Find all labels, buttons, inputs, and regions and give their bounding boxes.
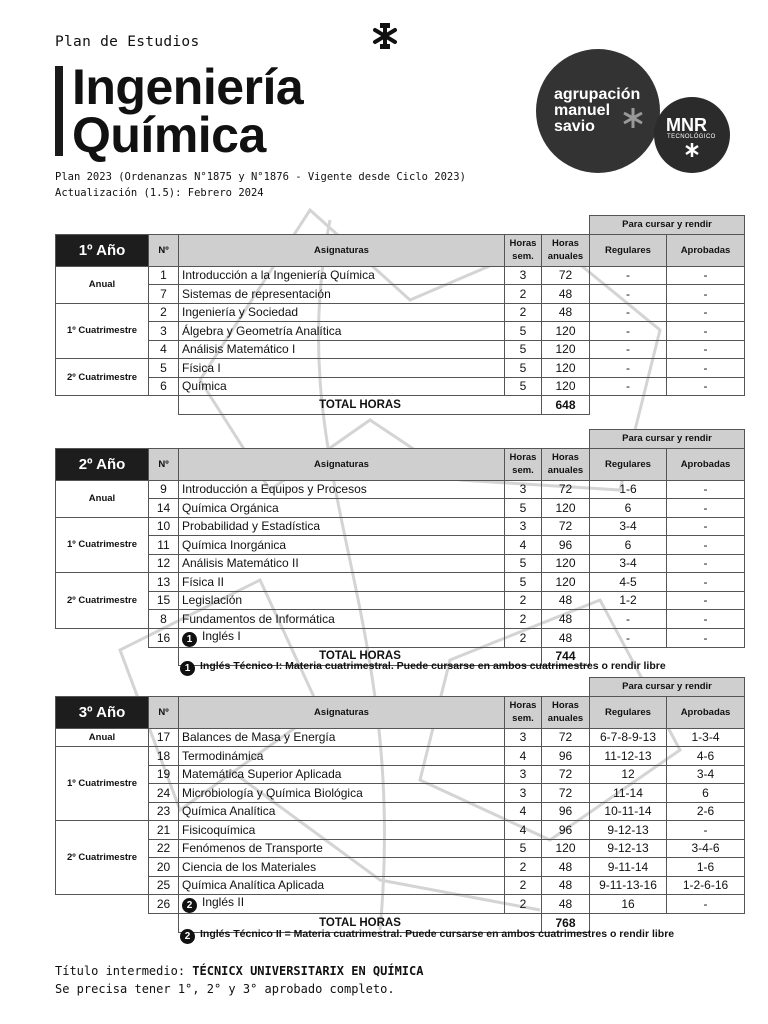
total-hours: 744: [542, 647, 590, 666]
prereq-regular: -: [590, 303, 667, 322]
col-aprobadas: Aprobadas: [667, 448, 745, 480]
period-label: 1º Cuatrimestre: [56, 747, 149, 821]
year-title: 3º Año: [56, 696, 149, 728]
prereq-approved: 3-4: [667, 765, 745, 784]
prereq-approved: -: [667, 554, 745, 573]
asterisk-icon: [622, 107, 644, 129]
table-row: [56, 340, 745, 359]
prereq-regular: 9-11-13-16: [590, 876, 667, 895]
subject-num: 23: [149, 802, 179, 821]
hours-year: 120: [542, 499, 590, 518]
prereq-regular: 3-4: [590, 517, 667, 536]
logo-text-3: savio: [554, 118, 595, 135]
year-3-table: [55, 677, 745, 933]
subject-num: 13: [149, 573, 179, 592]
hours-week: 3: [505, 765, 542, 784]
hours-year: 120: [542, 554, 590, 573]
subject-num: 1: [149, 266, 179, 285]
prereq-regular: 9-12-13: [590, 839, 667, 858]
total-hours: 768: [542, 914, 590, 933]
subject-name: Álgebra y Geometría Analítica: [179, 322, 505, 341]
subject-name: Probabilidad y Estadística: [179, 517, 505, 536]
subject-name: Análisis Matemático I: [179, 340, 505, 359]
prereq-regular: 9-12-13: [590, 821, 667, 840]
period-label: 2º Cuatrimestre: [56, 821, 149, 895]
table-row: [56, 359, 745, 378]
subject-name: Ciencia de los Materiales: [179, 858, 505, 877]
col-num: Nº: [149, 234, 179, 266]
hours-year: 72: [542, 728, 590, 747]
subject-num: 20: [149, 858, 179, 877]
hours-week: 5: [505, 573, 542, 592]
hours-year: 120: [542, 377, 590, 396]
prereq-approved: -: [667, 610, 745, 629]
para-cursar-header: Para cursar y rendir: [590, 678, 745, 697]
table-row: [56, 895, 745, 914]
table-row: [56, 285, 745, 304]
hours-year: 120: [542, 839, 590, 858]
agrupacion-logo: [536, 49, 660, 173]
subject-num: 16: [149, 628, 179, 647]
plan-line: Plan 2023 (Ordenanzas N°1875 y N°1876 - Vigente desde Ciclo 2023): [55, 171, 466, 183]
hours-week: 2: [505, 628, 542, 647]
prereq-approved: 1-2-6-16: [667, 876, 745, 895]
subject-num: 15: [149, 591, 179, 610]
hours-week: 2: [505, 876, 542, 895]
subject-num: 21: [149, 821, 179, 840]
requirement-note: Se precisa tener 1°, 2° y 3° aprobado completo.: [55, 982, 395, 996]
intermediate-title-name: TÉCNICX UNIVERSITARIX EN QUÍMICA: [192, 964, 424, 978]
prereq-regular: -: [590, 285, 667, 304]
prereq-approved: 4-6: [667, 747, 745, 766]
subject-num: 12: [149, 554, 179, 573]
subject-name: Química Inorgánica: [179, 536, 505, 555]
prereq-approved: 1-3-4: [667, 728, 745, 747]
subject-num: 10: [149, 517, 179, 536]
logo-text-2: manuel: [554, 102, 611, 119]
prereq-regular: -: [590, 377, 667, 396]
prereq-regular: -: [590, 628, 667, 647]
subject-name: 2 Inglés II: [179, 895, 505, 914]
period-label: Anual: [56, 266, 149, 303]
table-row: [56, 747, 745, 766]
intermediate-title: Título intermedio: TÉCNICX UNIVERSITARIX EN QUÍMICA: [55, 964, 424, 978]
total-label: TOTAL HORAS: [179, 647, 542, 666]
hours-week: 2: [505, 303, 542, 322]
hours-year: 120: [542, 322, 590, 341]
hours-week: 5: [505, 340, 542, 359]
prereq-regular: 1-6: [590, 480, 667, 499]
prereq-approved: -: [667, 285, 745, 304]
prereq-regular: 10-11-14: [590, 802, 667, 821]
hours-year: 120: [542, 573, 590, 592]
subject-name: Química Analítica Aplicada: [179, 876, 505, 895]
prereq-approved: -: [667, 340, 745, 359]
subject-num: 17: [149, 728, 179, 747]
table-row: [56, 839, 745, 858]
table-row: [56, 499, 745, 518]
prereq-regular: 12: [590, 765, 667, 784]
hours-year: 96: [542, 536, 590, 555]
col-num: Nº: [149, 696, 179, 728]
hours-week: 3: [505, 517, 542, 536]
subject-name: Introducción a la Ingeniería Química: [179, 266, 505, 285]
col-horas-sem: Horas sem.: [505, 448, 542, 480]
table-row: [56, 821, 745, 840]
prereq-regular: 9-11-14: [590, 858, 667, 877]
prereq-regular: 16: [590, 895, 667, 914]
subject-num: 24: [149, 784, 179, 803]
subject-name: Física II: [179, 573, 505, 592]
col-aprobadas: Aprobadas: [667, 234, 745, 266]
hours-year: 48: [542, 610, 590, 629]
prereq-approved: -: [667, 628, 745, 647]
para-cursar-header: Para cursar y rendir: [590, 430, 745, 449]
prereq-regular: 6-7-8-9-13: [590, 728, 667, 747]
table-row: [56, 573, 745, 592]
period-label: 2º Cuatrimestre: [56, 359, 149, 396]
col-horas-sem: Horas sem.: [505, 696, 542, 728]
subject-num: 11: [149, 536, 179, 555]
hours-year: 72: [542, 266, 590, 285]
hours-year: 72: [542, 765, 590, 784]
period-label: 1º Cuatrimestre: [56, 517, 149, 573]
subject-name: Química Orgánica: [179, 499, 505, 518]
prereq-approved: -: [667, 517, 745, 536]
col-aprobadas: Aprobadas: [667, 696, 745, 728]
prereq-approved: 2-6: [667, 802, 745, 821]
prereq-regular: -: [590, 322, 667, 341]
table-row: [56, 628, 745, 647]
hours-year: 48: [542, 591, 590, 610]
subject-name: Fundamentos de Informática: [179, 610, 505, 629]
kicker: Plan de Estudios: [55, 34, 200, 50]
note-badge-icon: 1: [180, 661, 195, 676]
hours-year: 48: [542, 858, 590, 877]
hours-year: 96: [542, 821, 590, 840]
prereq-approved: 3-4-6: [667, 839, 745, 858]
table-row: [56, 802, 745, 821]
mnr-subtext: TECNOLÓGICO: [667, 134, 716, 140]
prereq-regular: -: [590, 610, 667, 629]
page-title-line2: Química: [72, 107, 266, 163]
hours-week: 5: [505, 322, 542, 341]
hours-week: 5: [505, 377, 542, 396]
footnote-2: 2 Inglés Técnico II = Materia cuatrimestral. Puede cursarse en ambos cuatrimestres o rendir libre: [180, 928, 674, 944]
note-badge-icon: 2: [182, 898, 197, 913]
table-row: [56, 876, 745, 895]
subject-num: 26: [149, 895, 179, 914]
period-label: 2º Cuatrimestre: [56, 573, 149, 629]
prereq-approved: -: [667, 480, 745, 499]
hours-week: 2: [505, 895, 542, 914]
hours-week: 5: [505, 359, 542, 378]
subject-num: 22: [149, 839, 179, 858]
subject-name: Sistemas de representación: [179, 285, 505, 304]
subject-num: 18: [149, 747, 179, 766]
year-2-table: [55, 429, 745, 666]
table-row: [56, 480, 745, 499]
prereq-approved: -: [667, 266, 745, 285]
hours-year: 48: [542, 876, 590, 895]
hours-year: 48: [542, 895, 590, 914]
table-row: [56, 377, 745, 396]
prereq-approved: 1-6: [667, 858, 745, 877]
prereq-approved: -: [667, 377, 745, 396]
table-row: [56, 765, 745, 784]
hours-week: 5: [505, 839, 542, 858]
col-num: Nº: [149, 448, 179, 480]
period-label: Anual: [56, 728, 149, 747]
asterisk-icon: [684, 142, 700, 158]
note-badge-icon: 2: [180, 929, 195, 944]
total-label: TOTAL HORAS: [179, 914, 542, 933]
subject-num: 8: [149, 610, 179, 629]
prereq-regular: 3-4: [590, 554, 667, 573]
period-label: 1º Cuatrimestre: [56, 303, 149, 359]
subject-name: 1 Inglés I: [179, 628, 505, 647]
table-row: [56, 517, 745, 536]
hours-week: 4: [505, 821, 542, 840]
table-row: [56, 784, 745, 803]
hours-week: 4: [505, 747, 542, 766]
hours-year: 120: [542, 359, 590, 378]
subject-num: 5: [149, 359, 179, 378]
prereq-approved: -: [667, 303, 745, 322]
prereq-approved: -: [667, 322, 745, 341]
prereq-approved: -: [667, 499, 745, 518]
prereq-approved: 6: [667, 784, 745, 803]
prereq-approved: -: [667, 591, 745, 610]
hours-week: 4: [505, 536, 542, 555]
hours-week: 2: [505, 591, 542, 610]
subject-name: Ingeniería y Sociedad: [179, 303, 505, 322]
subject-num: 4: [149, 340, 179, 359]
subject-num: 25: [149, 876, 179, 895]
prereq-regular: -: [590, 340, 667, 359]
col-horas-anuales: Horas anuales: [542, 234, 590, 266]
footnote-1: 1 Inglés Técnico I: Materia cuatrimestral. Puede cursarse en ambos cuatrimestres o rendir libre: [180, 660, 666, 676]
year-title: 2º Año: [56, 448, 149, 480]
hours-week: 5: [505, 554, 542, 573]
hours-year: 72: [542, 784, 590, 803]
period-label: Anual: [56, 480, 149, 517]
hours-year: 48: [542, 285, 590, 304]
footer: [55, 962, 423, 998]
prereq-approved: -: [667, 573, 745, 592]
hours-year: 120: [542, 340, 590, 359]
subject-num: 7: [149, 285, 179, 304]
hours-week: 3: [505, 480, 542, 499]
col-asignaturas: Asignaturas: [179, 234, 505, 266]
subject-num: 6: [149, 377, 179, 396]
table-row: [56, 536, 745, 555]
year-title: 1º Año: [56, 234, 149, 266]
mnr-logo: [654, 97, 730, 173]
subject-name: Introducción a Equipos y Procesos: [179, 480, 505, 499]
hours-year: 48: [542, 628, 590, 647]
prereq-regular: 6: [590, 536, 667, 555]
hours-week: 4: [505, 802, 542, 821]
subject-name: Matemática Superior Aplicada: [179, 765, 505, 784]
hours-year: 72: [542, 517, 590, 536]
hours-week: 5: [505, 499, 542, 518]
col-asignaturas: Asignaturas: [179, 696, 505, 728]
subject-name: Fenómenos de Transporte: [179, 839, 505, 858]
col-horas-anuales: Horas anuales: [542, 448, 590, 480]
hours-week: 3: [505, 784, 542, 803]
hours-week: 3: [505, 266, 542, 285]
hours-year: 96: [542, 802, 590, 821]
table-row: [56, 303, 745, 322]
hours-week: 2: [505, 610, 542, 629]
mnr-text: MNR: [666, 115, 707, 135]
hours-year: 72: [542, 480, 590, 499]
prereq-approved: -: [667, 821, 745, 840]
prereq-regular: -: [590, 359, 667, 378]
subject-name: Física I: [179, 359, 505, 378]
table-row: [56, 266, 745, 285]
col-regulares: Regulares: [590, 448, 667, 480]
table-row: [56, 322, 745, 341]
prereq-regular: 11-12-13: [590, 747, 667, 766]
prereq-approved: -: [667, 895, 745, 914]
subject-name: Química: [179, 377, 505, 396]
subject-num: 14: [149, 499, 179, 518]
col-horas-anuales: Horas anuales: [542, 696, 590, 728]
page-title-line1: Ingeniería: [72, 59, 304, 115]
subject-name: Fisicoquímica: [179, 821, 505, 840]
col-regulares: Regulares: [590, 234, 667, 266]
prereq-regular: -: [590, 266, 667, 285]
total-label: TOTAL HORAS: [179, 396, 542, 415]
subject-name: Balances de Masa y Energía: [179, 728, 505, 747]
hours-week: 2: [505, 285, 542, 304]
subject-name: Microbiología y Química Biológica: [179, 784, 505, 803]
prereq-approved: -: [667, 536, 745, 555]
subject-num: 9: [149, 480, 179, 499]
hours-year: 48: [542, 303, 590, 322]
prereq-regular: 11-14: [590, 784, 667, 803]
table-row: [56, 858, 745, 877]
note-badge-icon: 1: [182, 632, 197, 647]
utn-asterisk-icon: [371, 22, 399, 50]
col-asignaturas: Asignaturas: [179, 448, 505, 480]
subject-num: 2: [149, 303, 179, 322]
subject-name: Termodinámica: [179, 747, 505, 766]
table-row: [56, 554, 745, 573]
subject-name: Análisis Matemático II: [179, 554, 505, 573]
logo-text-1: agrupación: [554, 86, 641, 103]
total-hours: 648: [542, 396, 590, 415]
hours-year: 96: [542, 747, 590, 766]
subject-num: 19: [149, 765, 179, 784]
prereq-approved: -: [667, 359, 745, 378]
subject-num: 3: [149, 322, 179, 341]
table-row: [56, 591, 745, 610]
prereq-regular: 4-5: [590, 573, 667, 592]
title-bar: [55, 66, 63, 156]
subject-name: Legislación: [179, 591, 505, 610]
prereq-regular: 1-2: [590, 591, 667, 610]
table-row: [56, 728, 745, 747]
para-cursar-header: Para cursar y rendir: [590, 216, 745, 235]
hours-week: 2: [505, 858, 542, 877]
table-row: [56, 610, 745, 629]
subject-name: Química Analítica: [179, 802, 505, 821]
col-regulares: Regulares: [590, 696, 667, 728]
year-1-table: [55, 215, 745, 415]
prereq-regular: 6: [590, 499, 667, 518]
update-line: Actualización (1.5): Febrero 2024: [55, 187, 264, 199]
hours-week: 3: [505, 728, 542, 747]
col-horas-sem: Horas sem.: [505, 234, 542, 266]
